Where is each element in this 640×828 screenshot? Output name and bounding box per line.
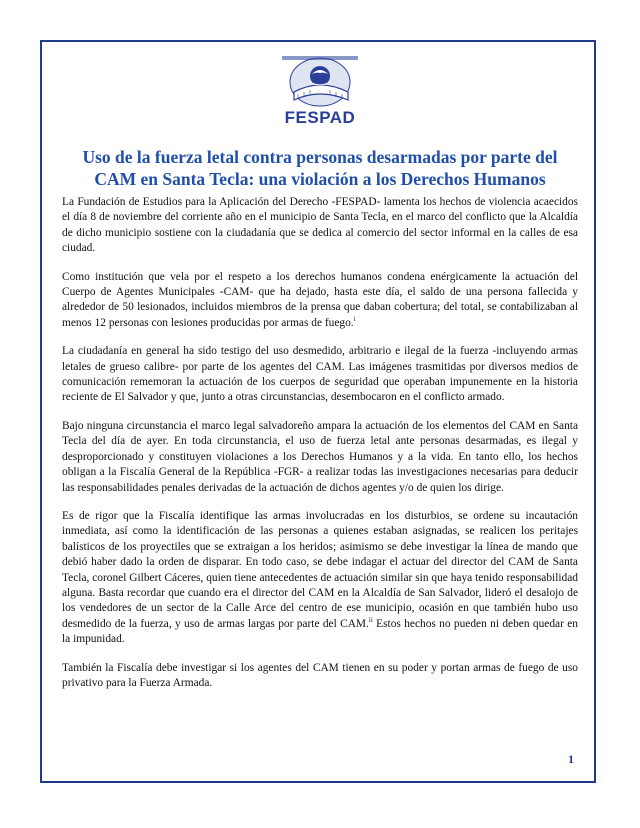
footnote-ref-1[interactable]: i — [353, 315, 356, 324]
logo-name: FESPAD — [284, 108, 356, 127]
fespad-logo — [268, 52, 372, 130]
paragraph-2 — [62, 270, 578, 332]
paragraph-6: También la Fiscalía debe investigar si los agentes del CAM tienen en su poder y portan armas de fuego de uso privativo para la Fuerza Armada. — [62, 661, 578, 689]
fespad-emblem-icon — [268, 52, 372, 110]
document-body — [62, 195, 578, 704]
paragraph-2-text: Como institución que vela por el respeto a los derechos humanos condena enérgicamente la actuación del Cuerpo de Agentes Municipales -CAM- que ha dejado, hasta este día, el saldo de una persona fallecida y alrededor de 50 lesionados, incluidos miembros de la prensa que daban cobertura; del total, se contabilizaban al menos 12 personas con lesiones producidas por armas de fuego. — [62, 270, 578, 329]
paragraph-4: Bajo ninguna circunstancia el marco legal salvadoreño ampara la actuación de los elementos del CAM en Santa Tecla del día de ayer. En toda circunstancia, el uso de fuerza letal ante personas desarmadas, es ilegal y desproporcionado y constituyen violaciones a los Derechos Humanos y a la vida. En tanto ello, los hechos obligan a la Fiscalía General de la República -FGR- a realizar todas las investigaciones necesarias para deducir las responsabilidades penales derivadas de la actuación de dichos agentes y/o de quien los dirige. — [62, 419, 578, 494]
paragraph-5 — [62, 509, 578, 648]
footnote-ref-2[interactable]: ii — [368, 615, 373, 624]
paragraph-1: La Fundación de Estudios para la Aplicación del Derecho -FESPAD- lamenta los hechos de violencia acaecidos el día 8 de noviembre del corriente año en el municipio de Santa Tecla, en el marco del conflicto que la Alcaldía de dicho municipio sostiene con la ciudadanía que se dedica al comercio del sector informal en la calles de esa ciudad. — [62, 196, 578, 255]
page-number: 1 — [568, 752, 574, 766]
paragraph-5-tail: Estos hechos no pueden ni deben quedar en la impunidad. — [62, 617, 578, 646]
document-title: Uso de la fuerza letal contra personas desarmadas por parte del CAM en Santa Tecla: una violación a los Derechos Humanos — [82, 147, 558, 189]
paragraph-5-text: Es de rigor que la Fiscalía identifique las armas involucradas en los disturbios, se ordene su incautación inmediata, así como la identificación de las personas a quienes estaban asignadas, se realicen los peritajes balísticos de los proyectiles que se extraigan a los heridos; asimismo se debe investigar la línea de mando que debió haber dado la orden de disparar. En todo caso, se debe indagar el actuar del director del CAM de Santa Tecla, coronel Gilbert Cáceres, quien tiene antecedentes de actuación similar sin que haya tenido responsabilidad alguna. Basta recordar que cuando era el director del CAM en la Alcaldía de San Salvador, lideró el desalojo de los vendedores de un sector de la Calle Arce del centro de ese municipio, ocasión en que también hubo uso desmedido de la fuerza, y uso de armas largas por parte del CAM. — [62, 509, 578, 630]
paragraph-3: La ciudadanía en general ha sido testigo del uso desmedido, arbitrario e ilegal de la fuerza -incluyendo armas letales de grueso calibre- por parte de los agentes del CAM. Las imágenes trasmitidas por diversos medios de comunicación rememoran la actuación de los cuerpos de seguridad que operaban impunemente en la historia reciente de El Salvador y que, junto a otras circunstancias, desembocaron en el conflicto armado. — [62, 345, 578, 404]
